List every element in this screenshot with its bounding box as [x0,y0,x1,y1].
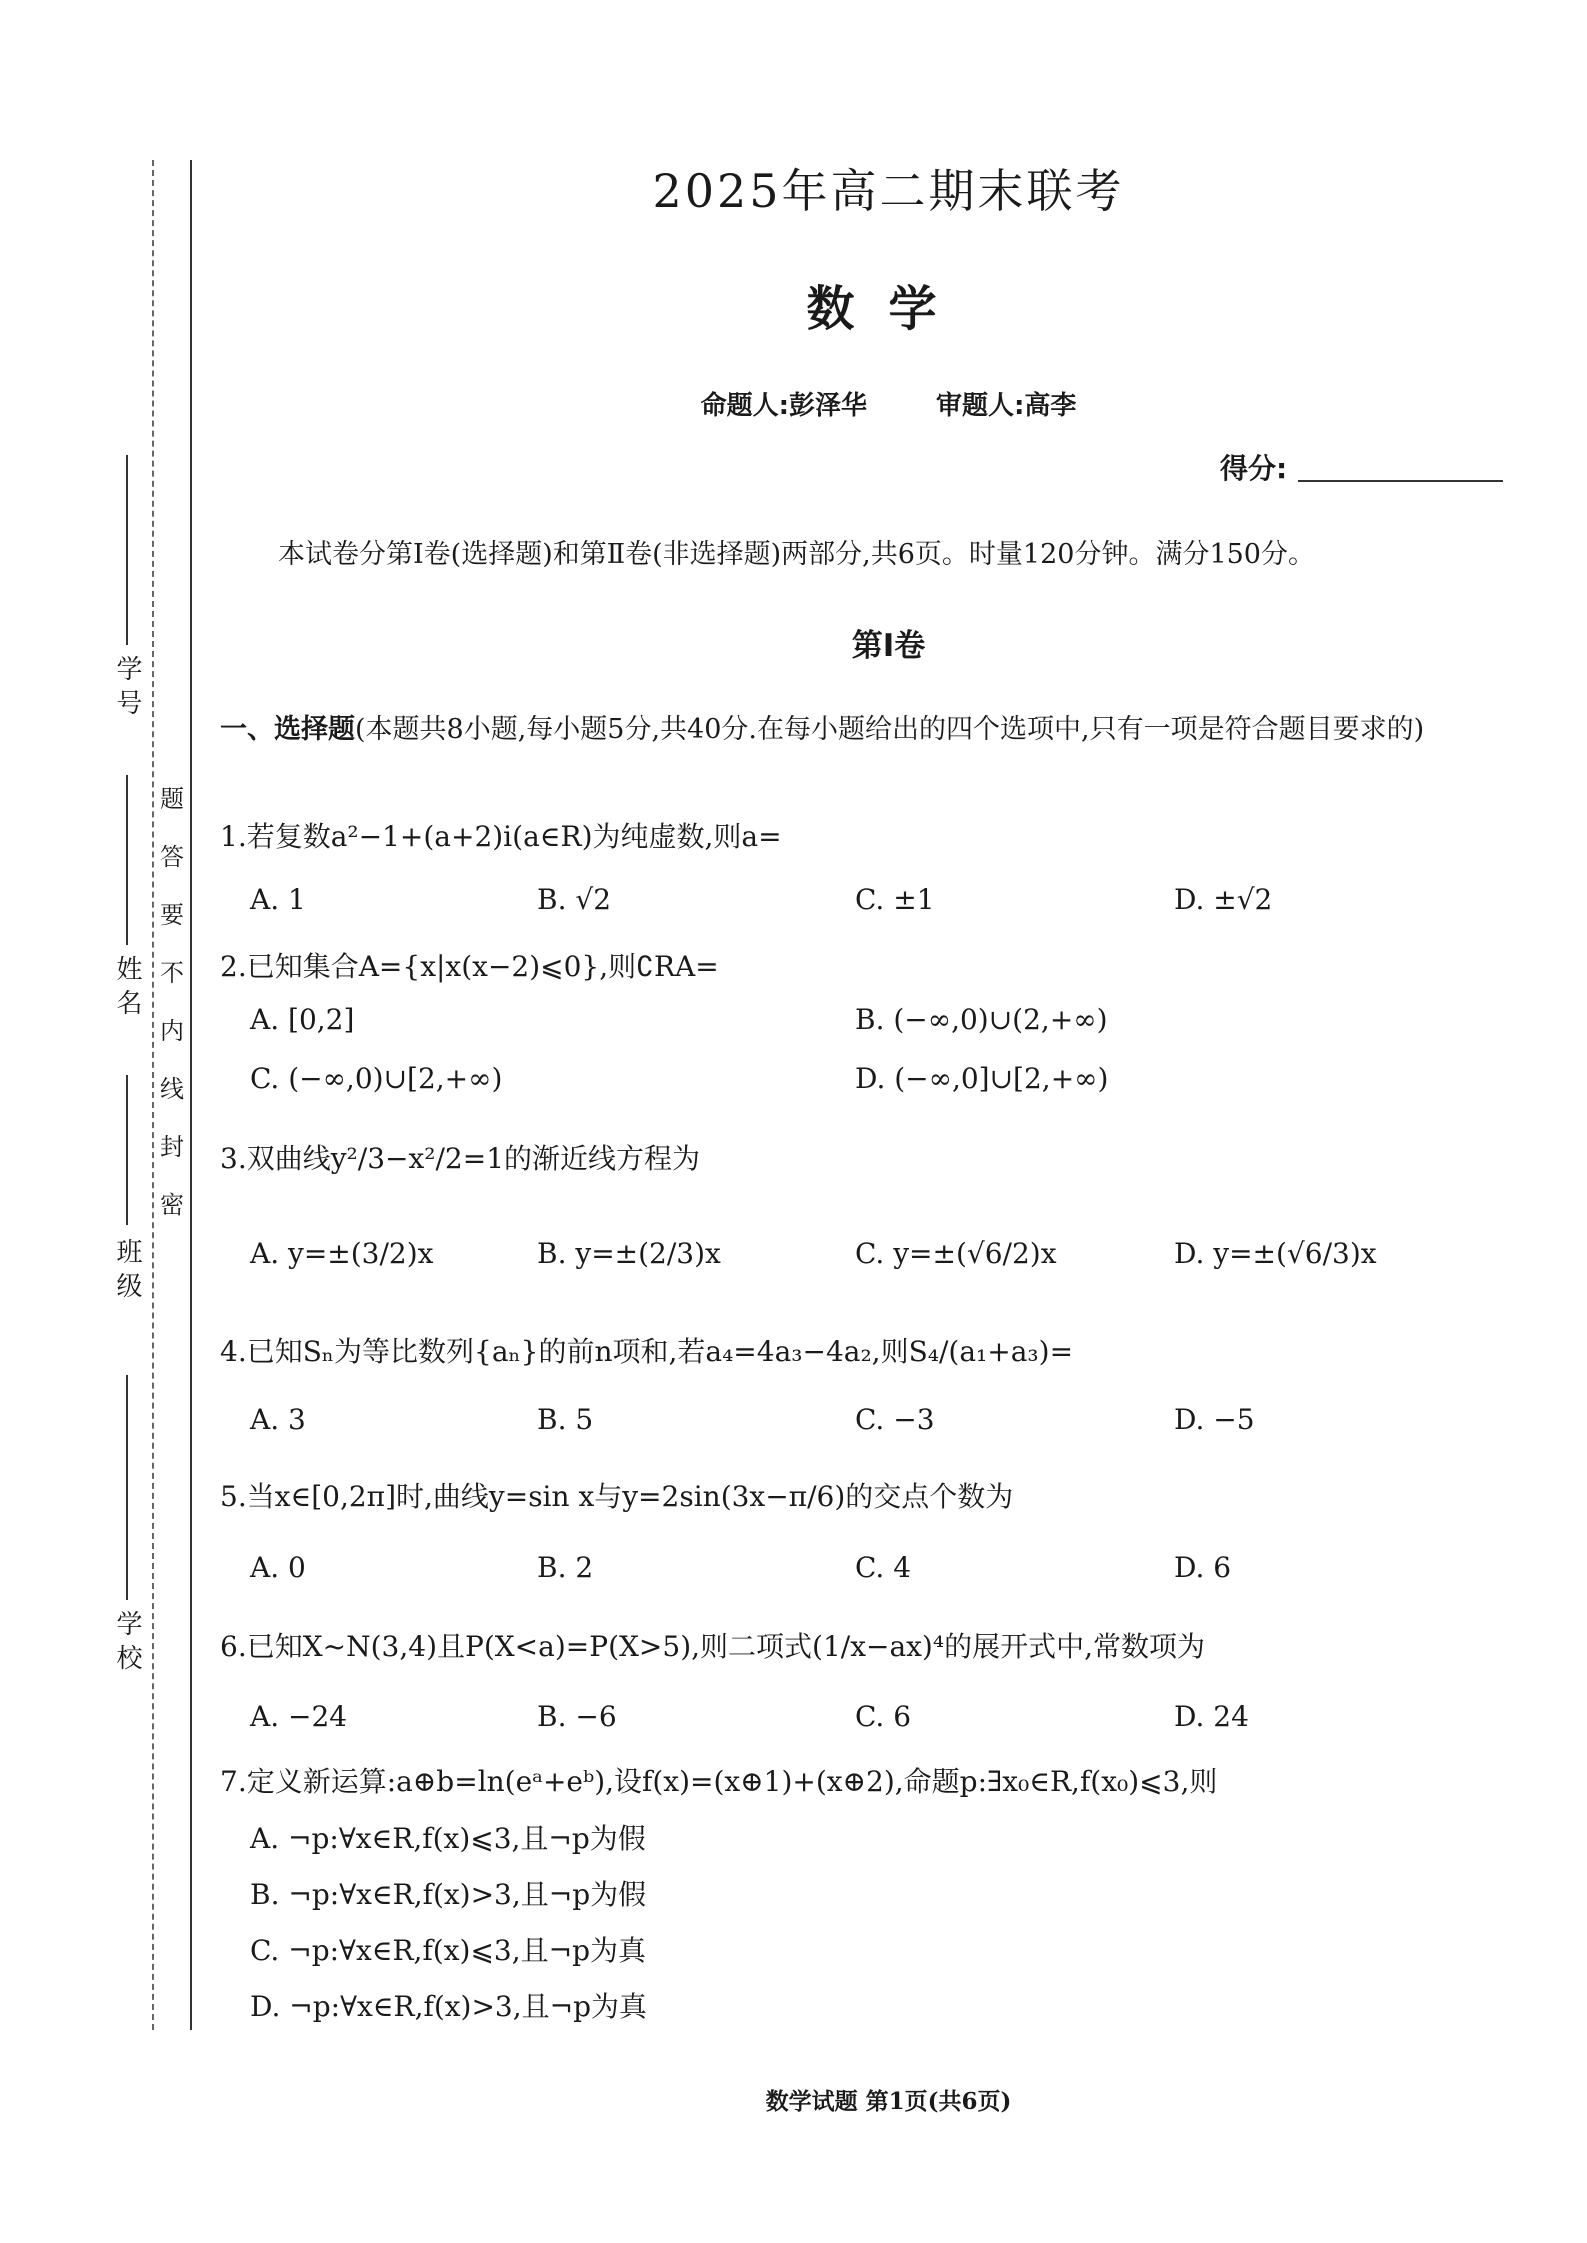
q1-option-b: B. √2 [537,883,612,916]
q4-option-b: B. 5 [537,1403,594,1436]
reviewer: 审题人:高李 [936,391,1077,421]
binding-warning-text [152,770,192,1234]
q3-option-d: D. y=±(√6/3)x [1174,1237,1377,1270]
question-3-stem: 3.双曲线y²/3−x²/2=1的渐近线方程为 [220,1142,701,1175]
warning-char: 要 [160,901,184,929]
q4-option-a: A. 3 [250,1403,306,1436]
q1-option-c: C. ±1 [855,883,935,916]
q6-option-b: B. −6 [537,1700,617,1733]
authors-line [190,385,1587,422]
warning-char: 封 [160,1133,184,1161]
question-1-stem: 1.若复数a²−1+(a+2)i(a∈R)为纯虚数,则a= [220,820,782,853]
q7-option-c: C. ¬p:∀x∈R,f(x)⩽3,且¬p为真 [250,1934,647,1967]
q4-option-c: C. −3 [855,1403,935,1436]
warning-char: 线 [160,1075,184,1103]
q5-option-a: A. 0 [250,1551,306,1584]
page-footer: 数学试题 第1页(共6页) [765,2088,1012,2115]
q7-option-d: D. ¬p:∀x∈R,f(x)>3,且¬p为真 [250,1990,648,2023]
score-label: 得分: [1220,452,1288,485]
q5-option-b: B. 2 [537,1551,594,1584]
section-desc: (本题共8小题,每小题5分,共40分.在每小题给出的四个选项中,只有一项是符合题目要求的) [355,714,1425,745]
question-4-stem: 4.已知Sₙ为等比数列{aₙ}的前n项和,若a₄=4a₃−4a₂,则S₄/(a₁+a₃)= [220,1335,1074,1368]
warning-char: 答 [160,843,184,871]
q3-option-c: C. y=±(√6/2)x [855,1237,1057,1270]
question-5-stem: 5.当x∈[0,2π]时,曲线y=sin x与y=2sin(3x−π/6)的交点个数为 [220,1480,1014,1513]
banji-fill-line [126,1075,128,1225]
q2-option-c: C. (−∞,0)∪[2,+∞) [250,1062,503,1095]
q1-option-a: A. 1 [250,883,306,916]
xingming-label: 姓 名 [112,955,142,1016]
question-7-stem: 7.定义新运算:a⊕b=ln(eᵃ+eᵇ),设f(x)=(x⊕1)+(x⊕2),命题p:∃x₀∈R,f(x₀)⩽3,则 [220,1765,1218,1798]
warning-char: 不 [160,959,184,987]
subject-title: 数学 [806,281,971,337]
q6-option-c: C. 6 [855,1700,912,1733]
xuehao-label: 学 号 [112,655,142,716]
q3-option-b: B. y=±(2/3)x [537,1237,721,1270]
section-title: 一、选择题 [220,714,355,745]
q7-option-b: B. ¬p:∀x∈R,f(x)>3,且¬p为假 [250,1878,647,1911]
q3-option-a: A. y=±(3/2)x [250,1237,434,1270]
warning-char: 密 [160,1191,184,1219]
q6-option-a: A. −24 [250,1700,348,1733]
q4-option-d: D. −5 [1174,1403,1255,1436]
q5-option-d: D. 6 [1174,1551,1232,1584]
warning-char: 题 [160,785,184,813]
q2-option-d: D. (−∞,0]∪[2,+∞) [855,1062,1109,1095]
exam-title: 2025年高二期末联考 [652,164,1125,218]
q7-option-a: A. ¬p:∀x∈R,f(x)⩽3,且¬p为假 [250,1822,646,1855]
warning-char: 内 [160,1017,184,1045]
xuehao-fill-line [126,455,128,645]
q5-option-c: C. 4 [855,1551,912,1584]
q1-option-d: D. ±√2 [1174,883,1273,916]
xuexiao-label: 学 校 [112,1610,142,1671]
xuexiao-fill-line [126,1375,128,1600]
volume-title: 第Ⅰ卷 [851,628,926,664]
question-6-stem: 6.已知X~N(3,4)且P(X<a)=P(X>5),则二项式(1/x−ax)⁴的展开式中,常数项为 [220,1630,1205,1663]
exam-intro: 本试卷分第Ⅰ卷(选择题)和第Ⅱ卷(非选择题)两部分,共6页。时量120分钟。满分150分。 [278,539,1315,570]
score-blank[interactable] [1298,480,1503,482]
section-heading [220,702,1520,758]
question-2-stem: 2.已知集合A={x|x(x−2)⩽0},则∁RA= [220,950,719,983]
banji-label: 班 级 [112,1238,142,1299]
q6-option-d: D. 24 [1174,1700,1249,1733]
q2-option-a: A. [0,2] [250,1003,355,1036]
xingming-fill-line [126,775,128,945]
q2-option-b: B. (−∞,0)∪(2,+∞) [855,1003,1108,1036]
setter: 命题人:彭泽华 [700,391,867,421]
